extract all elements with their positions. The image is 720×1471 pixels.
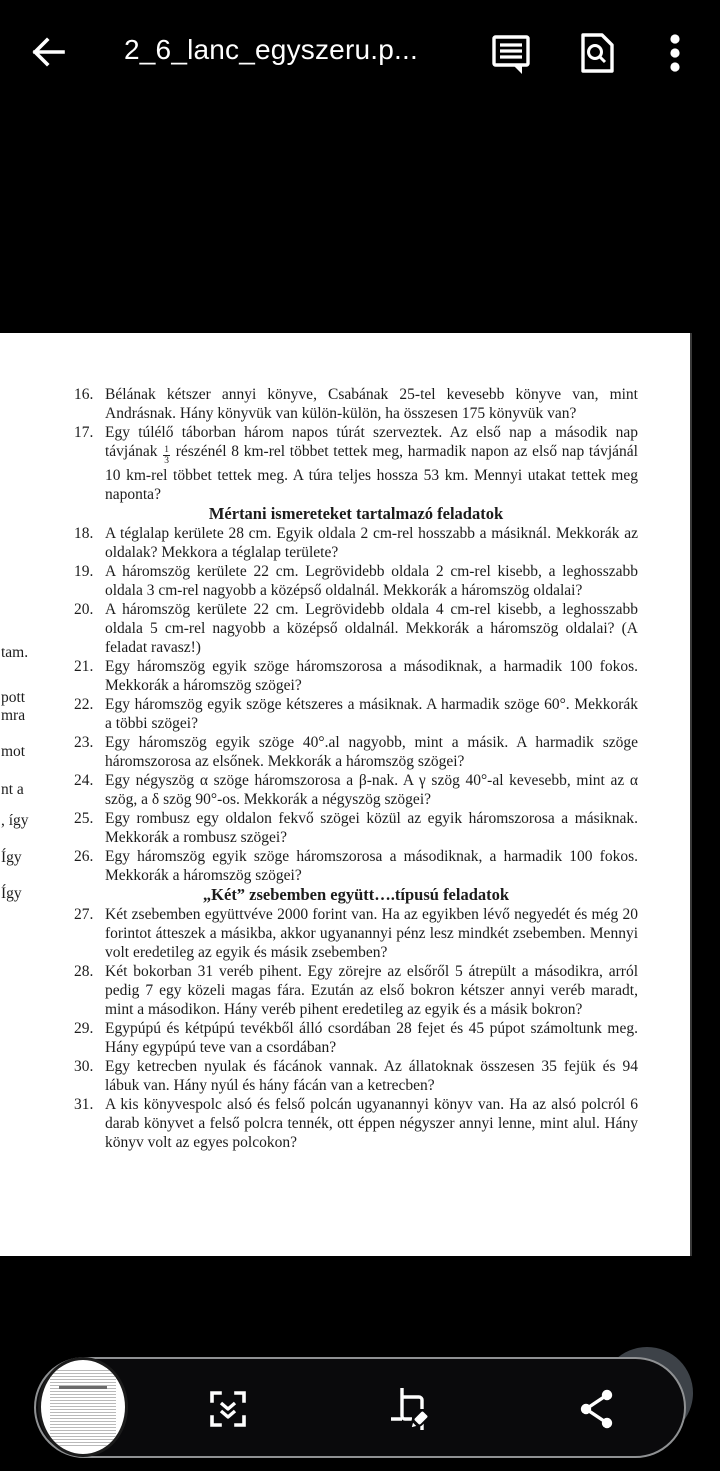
problem-item [74,1095,638,1152]
problem-text: Egy négyszög α szöge háromszorosa a β-nak. A γ szög 40°-al kevesebb, mint az α szög, a δ szög 90°-os. Mekkorák a négyszög szögei? [105,772,638,809]
pdf-page[interactable] [0,333,692,1256]
problem-item [74,962,638,1019]
problem-text: A kis könyvespolc alsó és felső polcán ugyanannyi könyv van. Ha az alsó polcról 6 darab könyvet a felső polcra tennék, ott éppen négyszer annyi lenne, mint alul. Hány könyv volt az egyes polcokon? [105,1096,638,1152]
problem-text: Egy rombusz egy oldalon fekvő szögei közül az egyik háromszorosa a másiknak. Mekkorák a rombusz szögei? [105,810,638,847]
comment-icon[interactable] [488,30,534,76]
margin-text-fragment: , így [1,812,29,829]
problem-number: 23. [74,734,94,752]
problem-item [74,385,638,423]
problem-text: Két bokorban 31 veréb pihent. Egy zörejre az elsőről 5 átrepült a másodikra, arról pedig 7 egy közeli magas fára. Ezután az első bokron kétszer annyi veréb maradt, mint a másodikon. Hány veréb pihent eredetileg az egyik és a másik bokron? [105,963,638,1019]
margin-text-fragment: Így [1,849,22,866]
margin-text-fragment: nt a [1,781,24,798]
page-thumbnail[interactable] [38,1357,128,1457]
thumbnail-title-line [59,1386,107,1389]
problem-text: A háromszög kerülete 22 cm. Legrövidebb oldala 4 cm-rel kisebb, a leghosszabb oldala 5 cm-rel nagyobb a középső oldalnál. Mekkorák a háromszög oldalai? (A feladat ravasz!) [105,601,638,657]
thumbnail-text-lines [50,1368,116,1446]
scroll-pages-icon[interactable] [204,1385,252,1433]
problem-text: Két zsebemben együttvéve 2000 forint van. Ha az egyikben lévő negyedét és még 20 forintot átteszek a másikba, akkor ugyanannyi pénz lesz mindkét zsebemben. Mennyi volt eredetileg az egyik és másik zsebemben? [105,906,638,962]
problem-text: Egypúpú és kétpúpú tevékből álló csordában 28 fejet és 45 púpot számoltunk meg. Hány egypúpú teve van a csordában? [105,1020,638,1057]
problem-item [74,562,638,600]
problem-item [74,733,638,771]
problem-item [74,695,638,733]
find-in-document-icon[interactable] [574,30,620,76]
problem-number: 24. [74,772,94,790]
problem-number: 29. [74,1020,94,1038]
problem-number: 26. [74,848,94,866]
margin-text-fragment: tam. [1,644,29,661]
problem-item [74,524,638,562]
problem-number: 21. [74,658,94,676]
margin-text-fragment: mra [1,707,26,724]
problem-text: Egy háromszög egyik szöge háromszorosa a másodiknak, a harmadik 100 fokos. Mekkorák a háromszög szögei? [105,848,638,885]
bottom-toolbar [34,1357,686,1458]
problem-number: 31. [74,1096,94,1114]
problem-item [74,1057,638,1095]
problem-number: 17. [74,424,94,441]
problem-number: 30. [74,1058,94,1076]
problem-text: Bélának kétszer annyi könyve, Csabának 25-tel kevesebb könyve van, mint Andrásnak. Hány könyvük van külön-külön, ha összesen 175 könyvük van? [105,386,638,422]
problem-text: Egy háromszög egyik szöge kétszeres a másiknak. A harmadik szöge 60°. Mekkorák a többi szögei? [105,696,638,733]
problem-number: 20. [74,601,94,619]
problem-number: 18. [74,525,94,543]
section-heading: „Két” zsebemben együtt….típusú feladatok [202,885,510,905]
problem-text: Egy háromszög egyik szöge 40°.al nagyobb, mint a másik. A harmadik szöge háromszorosa az elsőnek. Mekkorák a háromszög szögei? [105,734,638,771]
problem-number: 22. [74,696,94,714]
problem-item [74,423,638,504]
problem-number: 28. [74,963,94,981]
margin-text-fragment: Így [1,885,22,902]
fraction-one-third: $\frac{1}{3}$ [164,444,169,466]
app-bar [0,0,720,104]
back-arrow-icon[interactable] [26,30,70,74]
margin-text-fragment: mot [1,743,26,760]
problem-number: 27. [74,906,94,924]
problem-item [74,809,638,847]
overflow-menu-icon[interactable] [652,30,698,76]
problem-text: Egy túlélő táborban három napos túrát szerveztek. Az első nap a második nap távjának $\frac{1}{3}$ részénél 8 km-rel többet tettek meg, harmadik napon az első nap távjánál 10 km-rel többet tettek meg. A túra teljes hossza 53 km. Mennyi utakat tettek meg naponta? [105,424,638,504]
problem-text: Egy ketrecben nyulak és fácánok vannak. Az állatoknak összesen 35 fejük és 94 lábuk van. Hány nyúl és hány fácán van a ketrecben? [105,1058,638,1095]
problem-text: A téglalap kerülete 28 cm. Egyik oldala 2 cm-rel hosszabb a másiknál. Mekkorák az oldalak? Mekkora a téglalap területe? [105,525,638,562]
problem-number: 25. [74,810,94,828]
problem-item [74,600,638,657]
problem-item [74,847,638,885]
problem-item [74,905,638,962]
document-sections [74,385,638,1152]
problem-number: 19. [74,563,94,581]
problem-item [74,657,638,695]
problem-number: 16. [74,386,94,403]
crop-annotate-icon[interactable] [388,1385,436,1433]
problem-text: A háromszög kerülete 22 cm. Legrövidebb oldala 2 cm-rel kisebb, a leghosszabb oldala 3 cm-rel nagyobb a középső oldalnál. Mekkorák a háromszög oldalai? [105,563,638,600]
document-title: 2_6_lanc_egyszeru.p... [124,34,418,65]
share-icon[interactable] [574,1385,622,1433]
margin-text-fragment: pott [1,689,26,706]
problem-item [74,771,638,809]
problem-item [74,1019,638,1057]
problem-text: Egy háromszög egyik szöge háromszorosa a másodiknak, a harmadik 100 fokos. Mekkorák a háromszög szögei? [105,658,638,695]
section-heading: Mértani ismereteket tartalmazó feladatok [208,504,504,524]
